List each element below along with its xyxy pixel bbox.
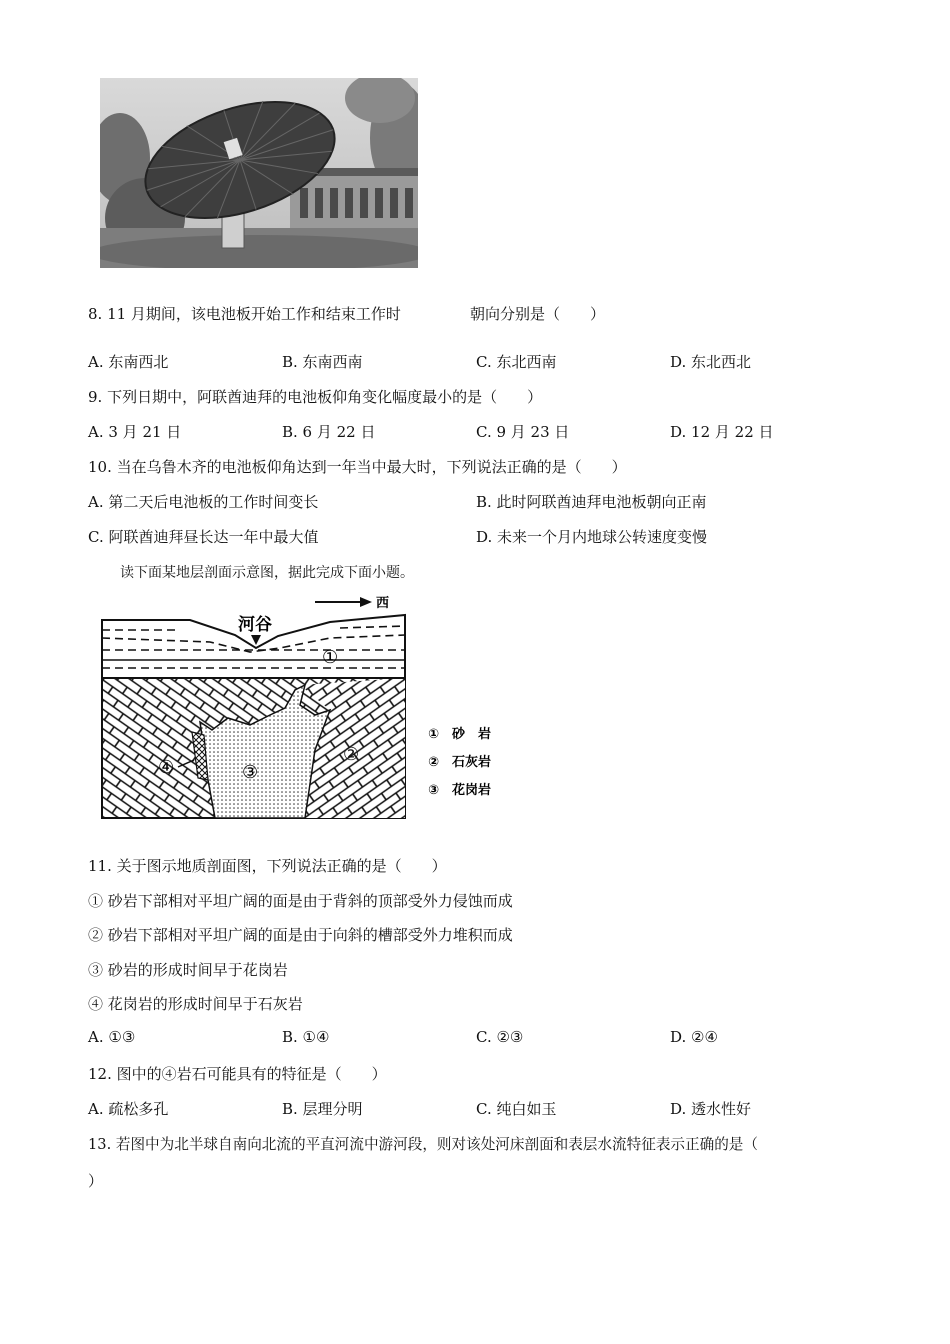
q12-option-b: B. 层理分明 xyxy=(282,1100,363,1118)
q11-statement-2: ② 砂岩下部相对平坦广阔的面是由于向斜的槽部受外力堆积而成 xyxy=(88,926,513,944)
q10-stem: 10. 当在乌鲁木齐的电池板仰角达到一年当中最大时，下列说法正确的是（ ） xyxy=(88,458,627,476)
q11-option-d: D. ②④ xyxy=(670,1028,718,1046)
q11-option-a: A. ①③ xyxy=(88,1028,136,1046)
q8-stem-text: 8. 11 月期间，该电池板开始工作和结束工作时 xyxy=(88,305,401,323)
q11-statement-1: ① 砂岩下部相对平坦广阔的面是由于背斜的顶部受外力侵蚀而成 xyxy=(88,892,513,910)
q11-statement-4: ④ 花岗岩的形成时间早于石灰岩 xyxy=(88,995,303,1013)
q9-option-c: C. 9 月 23 日 xyxy=(476,423,570,441)
q9-stem: 9. 下列日期中，阿联酋迪拜的电池板仰角变化幅度最小的是（ ） xyxy=(88,388,543,406)
q9-option-a: A. 3 月 21 日 xyxy=(88,423,182,441)
q13-stem: 13. 若图中为北半球自南向北流的平直河流中游河段，则对该处河床剖面和表层水流特征表示正确的是（ xyxy=(88,1136,758,1153)
q12-option-a: A. 疏松多孔 xyxy=(88,1100,169,1118)
geologic-cross-section xyxy=(100,590,510,825)
q10-option-a: A. 第二天后电池板的工作时间变长 xyxy=(88,493,319,511)
q8-stem-tail: 朝向分别是（ ） xyxy=(470,305,606,323)
section-intro: 读下面某地层剖面示意图，据此完成下面小题。 xyxy=(120,565,414,581)
mark-2: ② xyxy=(343,744,360,765)
valley-label: 河谷 xyxy=(238,615,272,635)
mark-3: ③ xyxy=(242,762,259,783)
valley-pointer xyxy=(251,635,261,645)
q9-option-b: B. 6 月 22 日 xyxy=(282,423,376,441)
q8-option-a: A. 东南西北 xyxy=(88,353,169,371)
legend xyxy=(428,726,491,798)
mark-1: ① xyxy=(322,647,339,668)
legend-2-name: 石灰岩 xyxy=(452,755,492,770)
q8-option-b: B. 东南西南 xyxy=(282,353,363,371)
q10-option-c: C. 阿联酋迪拜昼长达一年中最大值 xyxy=(88,528,319,546)
q9-option-d: D. 12 月 22 日 xyxy=(670,423,774,441)
q11-option-b: B. ①④ xyxy=(282,1028,330,1046)
legend-3-num: ③ xyxy=(428,783,440,798)
q10-option-b: B. 此时阿联酋迪拜电池板朝向正南 xyxy=(476,493,707,511)
q11-stem: 11. 关于图示地质剖面图，下列说法正确的是（ ） xyxy=(88,857,447,875)
q8-option-d: D. 东北西北 xyxy=(670,353,752,371)
legend-1-num: ① xyxy=(428,727,440,742)
direction-label: 西 xyxy=(376,596,390,611)
q11-statement-3: ③ 砂岩的形成时间早于花岗岩 xyxy=(88,961,288,979)
solar-panel-photo xyxy=(100,78,418,268)
legend-3-name: 花岗岩 xyxy=(452,783,492,798)
q8-stem xyxy=(88,303,401,324)
q11-option-c: C. ②③ xyxy=(476,1028,524,1046)
legend-1-name: 砂 岩 xyxy=(452,727,492,742)
q12-option-d: D. 透水性好 xyxy=(670,1100,752,1118)
legend-2-num: ② xyxy=(428,755,440,770)
q12-option-c: C. 纯白如玉 xyxy=(476,1100,557,1118)
q13-stem-tail: ） xyxy=(88,1172,104,1190)
mark-4: ④ xyxy=(158,757,175,778)
q8-option-c: C. 东北西南 xyxy=(476,353,557,371)
q10-option-d: D. 未来一个月内地球公转速度变慢 xyxy=(476,528,708,546)
q12-stem: 12. 图中的④岩石可能具有的特征是（ ） xyxy=(88,1065,387,1083)
